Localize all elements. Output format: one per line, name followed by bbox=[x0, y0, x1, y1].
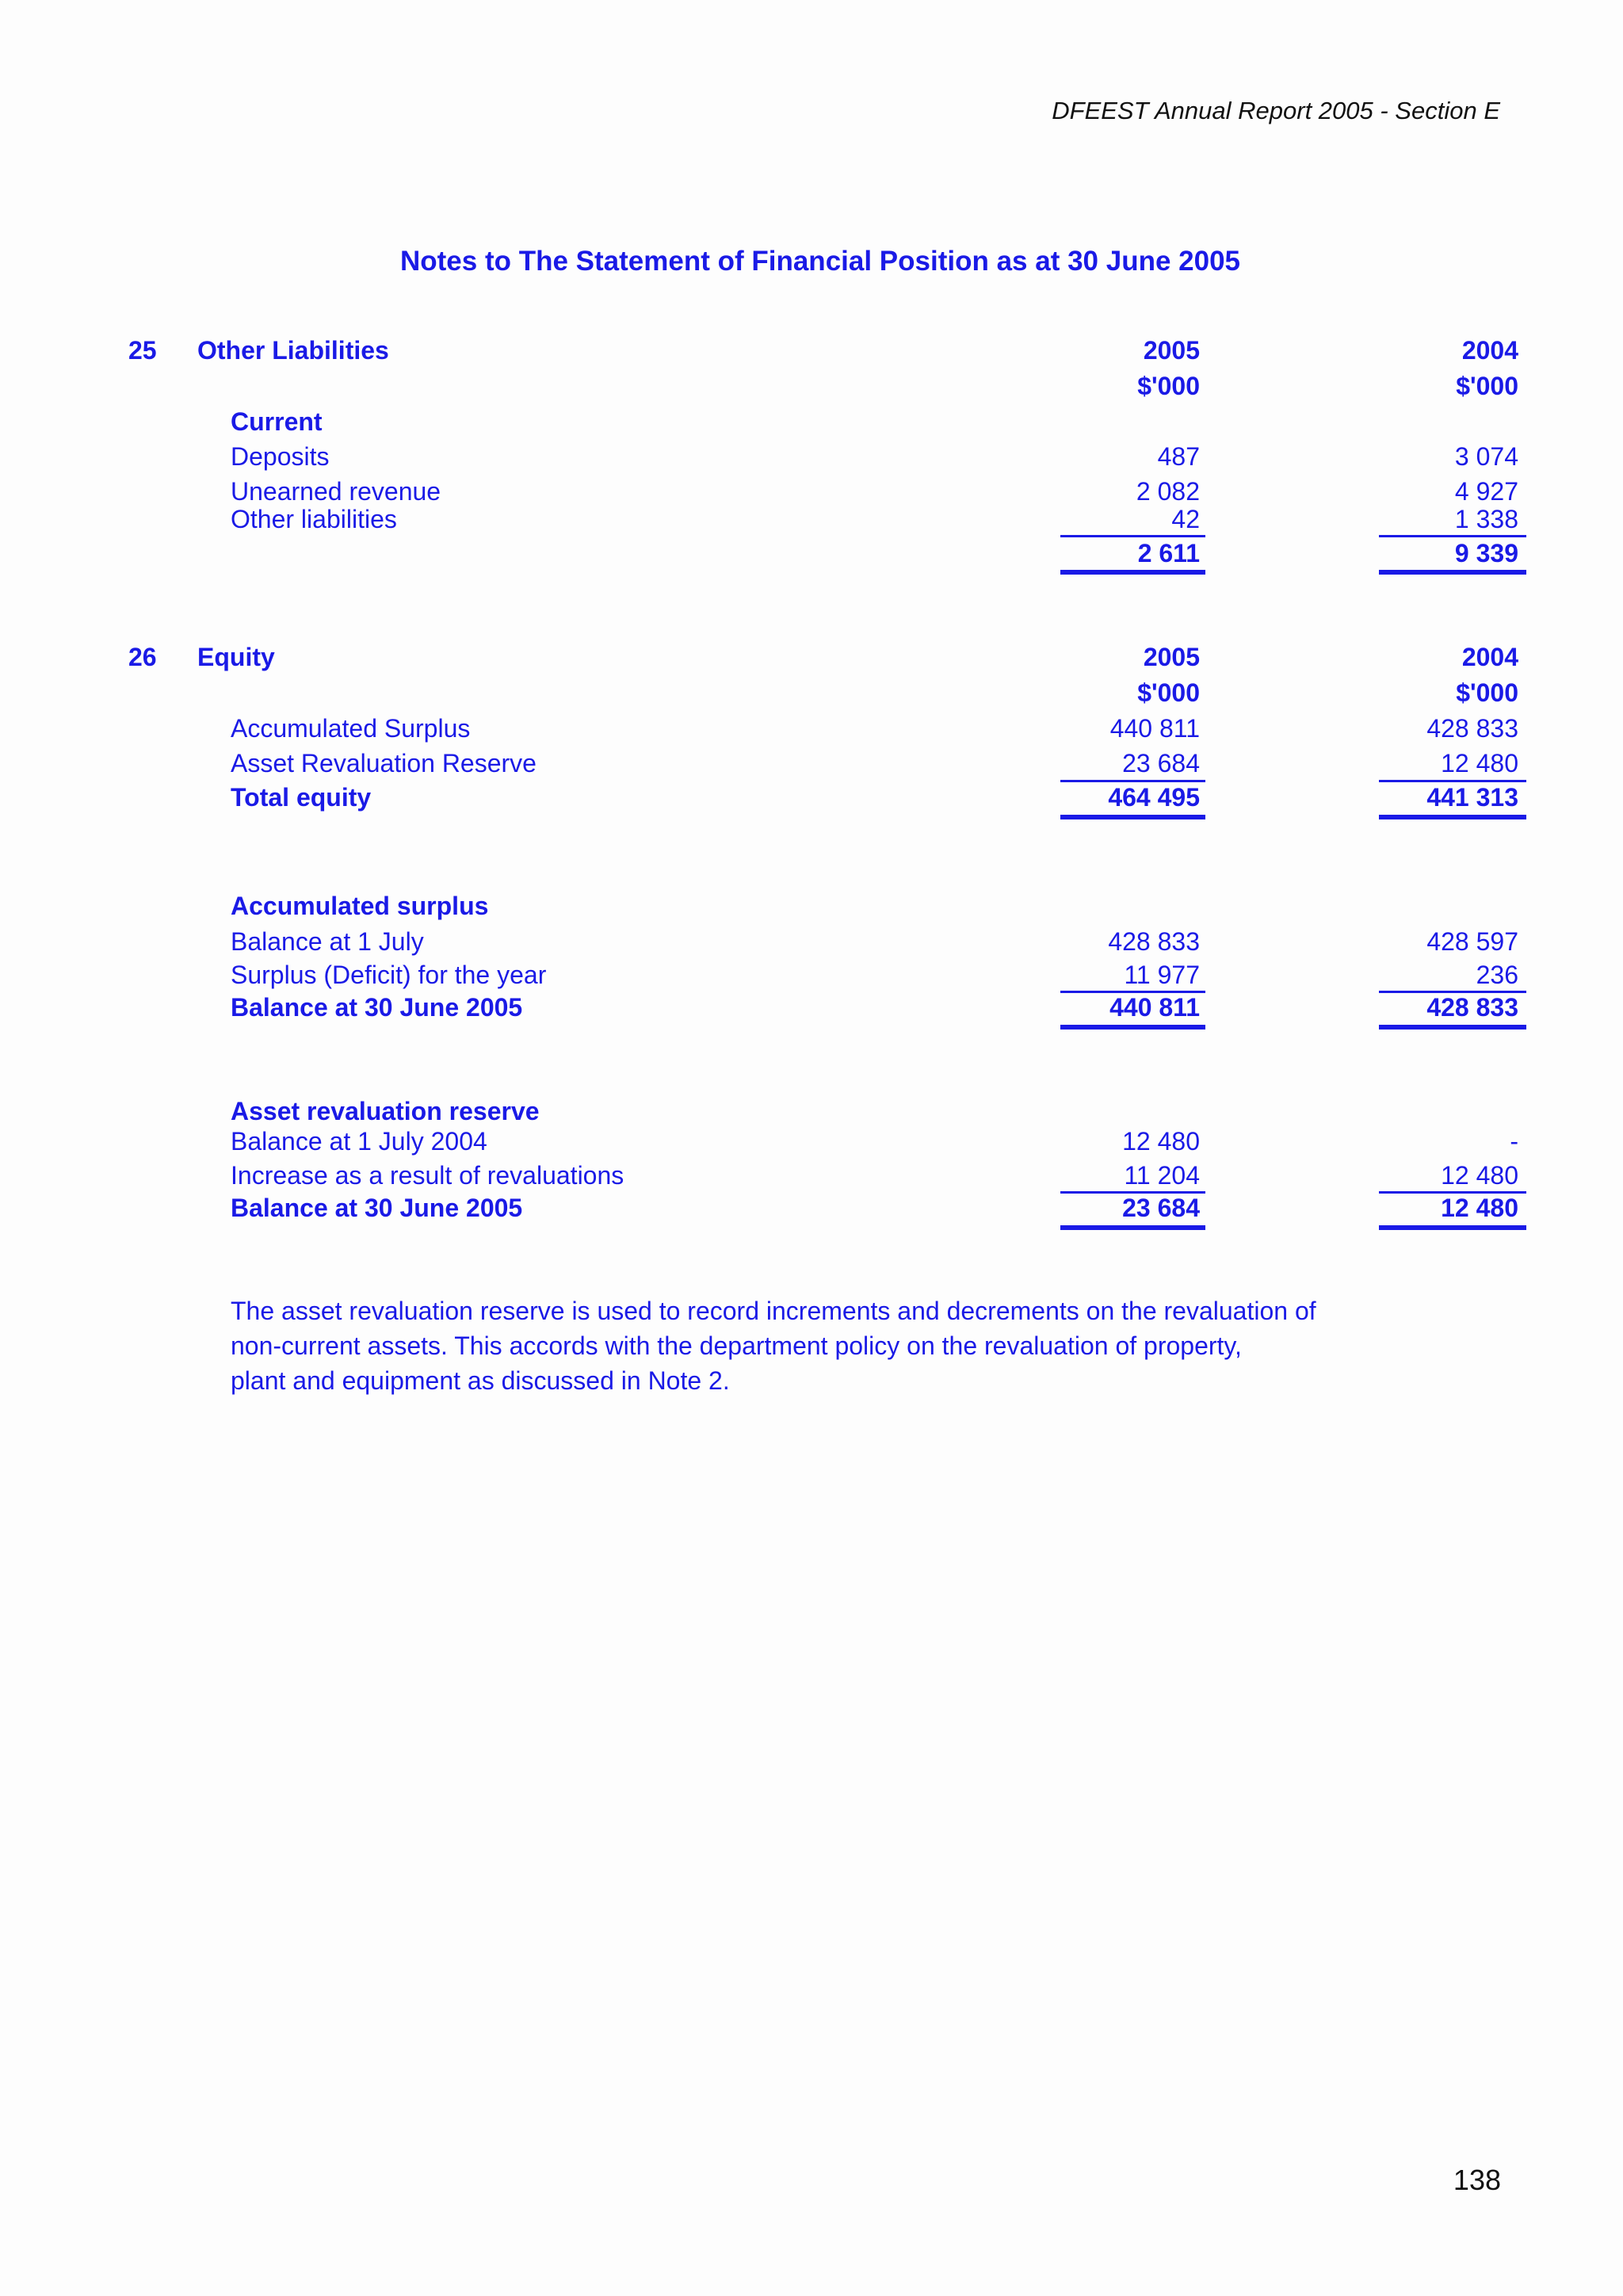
total-rule bbox=[1379, 815, 1526, 819]
row-label: Other liabilities bbox=[231, 505, 397, 533]
value-2004: 12 480 bbox=[1441, 1161, 1518, 1190]
value-2005: 12 480 bbox=[1122, 1127, 1200, 1156]
value-2005: 11 204 bbox=[1124, 1161, 1200, 1190]
row-label: Deposits bbox=[231, 442, 330, 471]
value-2005: 440 811 bbox=[1109, 714, 1200, 743]
table-row bbox=[0, 1124, 1623, 1159]
total-2005: 23 684 bbox=[1122, 1194, 1200, 1222]
total-rule bbox=[1060, 570, 1205, 575]
column-unit-2004: $'000 bbox=[1456, 678, 1518, 707]
value-2005: 487 bbox=[1157, 442, 1200, 471]
column-year-2005: 2005 bbox=[1143, 643, 1200, 671]
total-2004: 428 833 bbox=[1426, 993, 1518, 1022]
note-26-heading-row bbox=[0, 640, 1623, 674]
section-heading-row bbox=[0, 888, 1623, 923]
column-unit-2004: $'000 bbox=[1456, 372, 1518, 400]
page-number: 138 bbox=[1453, 2164, 1501, 2196]
total-label: Balance at 30 June 2005 bbox=[231, 993, 523, 1022]
total-2004: 12 480 bbox=[1441, 1194, 1518, 1222]
total-label: Balance at 30 June 2005 bbox=[231, 1194, 523, 1222]
column-unit-2005: $'000 bbox=[1137, 678, 1200, 707]
value-2004: 1 338 bbox=[1454, 505, 1518, 533]
value-2004: 428 833 bbox=[1426, 714, 1518, 743]
table-row bbox=[0, 439, 1623, 474]
value-2005: 11 977 bbox=[1124, 961, 1200, 989]
total-2005: 2 611 bbox=[1137, 539, 1200, 567]
total-2004: 441 313 bbox=[1426, 783, 1518, 812]
value-2004: - bbox=[1510, 1127, 1518, 1156]
total-label: Total equity bbox=[231, 783, 372, 812]
running-header: DFEEST Annual Report 2005 - Section E bbox=[1052, 97, 1500, 124]
value-2005: 2 082 bbox=[1136, 477, 1200, 506]
row-label: Unearned revenue bbox=[231, 477, 441, 506]
total-2005: 440 811 bbox=[1109, 993, 1200, 1022]
note-25-subheading-row bbox=[0, 404, 1623, 439]
total-row bbox=[0, 780, 1623, 815]
value-2004: 4 927 bbox=[1454, 477, 1518, 506]
table-row bbox=[0, 711, 1623, 746]
total-rule bbox=[1060, 815, 1205, 819]
column-year-2004: 2004 bbox=[1461, 643, 1518, 671]
page-title: Notes to The Statement of Financial Position as at 30 June 2005 bbox=[400, 246, 1240, 277]
note-line: plant and equipment as discussed in Note 2. bbox=[231, 1366, 730, 1395]
table-row bbox=[0, 746, 1623, 781]
row-label: Increase as a result of revaluations bbox=[231, 1161, 624, 1190]
column-unit-2005: $'000 bbox=[1137, 372, 1200, 400]
note-26-unit-row bbox=[0, 675, 1623, 710]
total-row bbox=[0, 1190, 1623, 1225]
value-2004: 12 480 bbox=[1441, 749, 1518, 777]
value-2005: 42 bbox=[1171, 505, 1200, 533]
row-label: Accumulated Surplus bbox=[231, 714, 471, 743]
value-2005: 23 684 bbox=[1122, 749, 1200, 777]
explanatory-note bbox=[231, 1293, 1388, 1398]
table-row bbox=[0, 924, 1623, 959]
total-row bbox=[0, 536, 1623, 571]
note-line: The asset revaluation reserve is used to record increments and decrements on the revaluation of bbox=[231, 1297, 1316, 1325]
total-rule bbox=[1060, 1225, 1205, 1230]
note-number: 26 bbox=[128, 643, 157, 671]
total-rule bbox=[1060, 1025, 1205, 1030]
subheading-current: Current bbox=[231, 407, 323, 436]
table-row bbox=[0, 1158, 1623, 1193]
column-year-2005: 2005 bbox=[1143, 336, 1200, 365]
value-2004: 3 074 bbox=[1454, 442, 1518, 471]
total-2004: 9 339 bbox=[1454, 539, 1518, 567]
total-rule bbox=[1379, 1225, 1526, 1230]
total-rule bbox=[1379, 1025, 1526, 1030]
note-line: non-current assets. This accords with the department policy on the revaluation of property, bbox=[231, 1331, 1242, 1360]
total-row bbox=[0, 990, 1623, 1025]
note-25-unit-row bbox=[0, 369, 1623, 403]
total-2005: 464 495 bbox=[1108, 783, 1200, 812]
note-heading: Other Liabilities bbox=[197, 336, 389, 365]
section-heading: Asset revaluation reserve bbox=[231, 1097, 540, 1125]
note-25-heading-row bbox=[0, 333, 1623, 368]
row-label: Balance at 1 July 2004 bbox=[231, 1127, 487, 1156]
row-label: Surplus (Deficit) for the year bbox=[231, 961, 547, 989]
row-label: Balance at 1 July bbox=[231, 927, 424, 956]
section-heading: Accumulated surplus bbox=[231, 892, 489, 920]
row-label: Asset Revaluation Reserve bbox=[231, 749, 537, 777]
table-row bbox=[0, 957, 1623, 992]
column-year-2004: 2004 bbox=[1461, 336, 1518, 365]
table-row bbox=[0, 502, 1623, 537]
total-rule bbox=[1379, 570, 1526, 575]
note-number: 25 bbox=[128, 336, 157, 365]
value-2004: 428 597 bbox=[1426, 927, 1518, 956]
value-2004: 236 bbox=[1476, 961, 1518, 989]
value-2005: 428 833 bbox=[1108, 927, 1200, 956]
note-heading: Equity bbox=[197, 643, 275, 671]
